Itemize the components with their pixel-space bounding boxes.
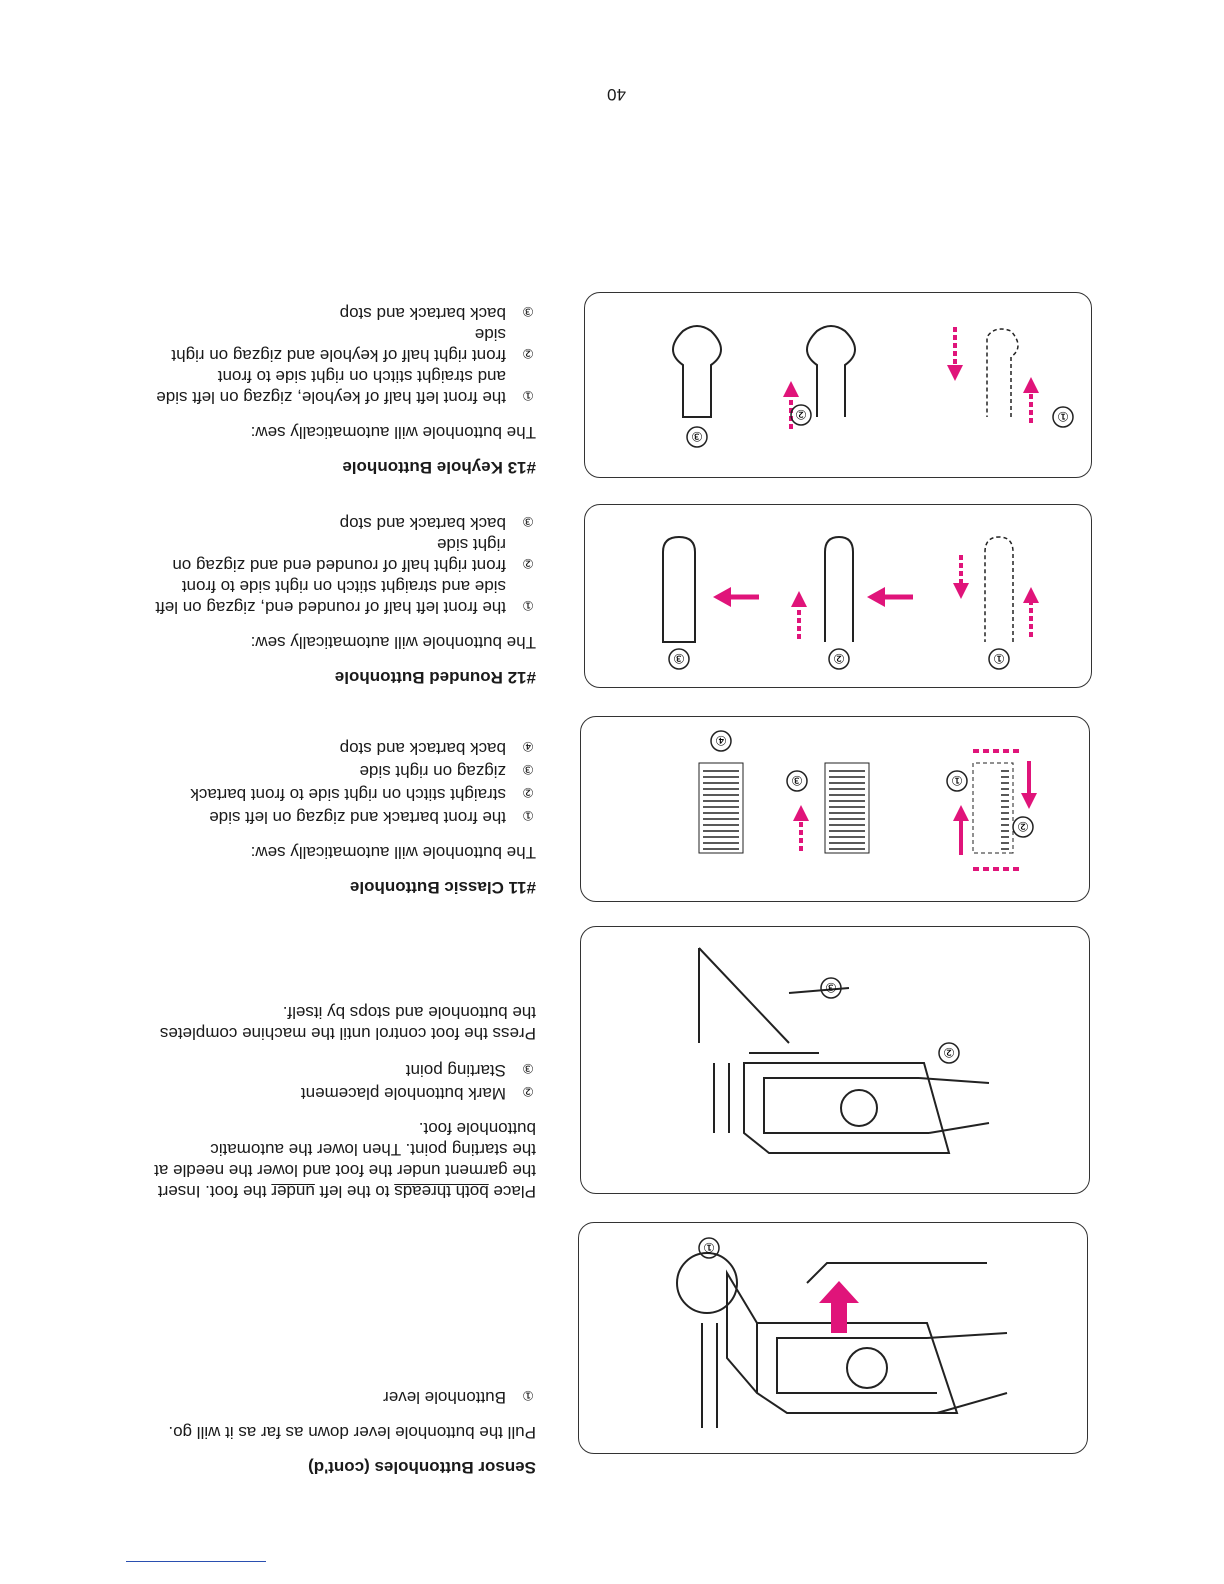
foot-slot-shape [764, 1078, 929, 1133]
classic-section [136, 736, 536, 898]
list-item [136, 1081, 536, 1104]
item-text: the front left half of rounded end, zigzag on left side and straight stitch on right side to front [155, 577, 506, 617]
item-text: the front left half of keyhole, zigzag on left side and straight stitch on right side to front [156, 367, 506, 407]
keyhole-step-2 [783, 326, 855, 429]
callout-label: ③ [673, 651, 685, 666]
keyhole-figure [584, 292, 1092, 478]
stitch-outline [663, 537, 695, 642]
lever-instruction: Pull the buttonhole lever down as far as it will go. [168, 1423, 536, 1442]
item-text: straight stitch on right side to front bartack [190, 785, 506, 804]
item-number: ① [522, 598, 534, 613]
item-number: ④ [522, 739, 534, 754]
rounded-title: #12 Rounded Buttonhole [334, 668, 536, 687]
callout-label: ② [1017, 819, 1029, 834]
item-text: Mark buttonhole placement [300, 1084, 506, 1103]
classic-stitch-diagram [581, 717, 1089, 901]
list-item [136, 366, 536, 408]
zigzag-stitch [1001, 771, 1009, 849]
callout-label: ① [951, 773, 963, 788]
callout-label: ① [993, 651, 1005, 666]
item-text: Starting point [405, 1061, 506, 1080]
item-text: back bartack and stop [339, 304, 506, 323]
keyhole-step-3 [673, 326, 721, 447]
stitch-outline [985, 537, 1013, 642]
placement-instruction: Place both threads to the left under the foot. Insert the garment under the foot and lower the needle at the starting point. Then lower the automatic buttonhole foot. [154, 1119, 536, 1201]
zigzag-stitch [829, 771, 865, 849]
keyhole-section [136, 301, 536, 478]
list-item [136, 759, 536, 782]
foot-side-shape [727, 1273, 757, 1393]
zigzag-stitch [703, 771, 739, 849]
list-item [136, 1058, 536, 1081]
item-number: ① [522, 1388, 534, 1403]
list-item [136, 576, 536, 618]
stitch-outline [673, 326, 721, 417]
stitch-outline [807, 326, 855, 417]
keyhole-intro: The buttonhole will automatically sew: [250, 423, 536, 442]
item-text: back bartack and stop [339, 514, 506, 533]
rounded-figure [584, 504, 1092, 688]
fabric-mark-lines [699, 948, 789, 1043]
placement-section [136, 1002, 536, 1202]
classic-step-1 [947, 751, 1037, 869]
item-number: ③ [522, 762, 534, 777]
arrow-right-icon [713, 587, 731, 607]
list-item [136, 511, 536, 534]
classic-title: #11 Classic Buttonhole [349, 878, 536, 897]
arrow-up-icon [1021, 793, 1037, 809]
callout-label: ① [1057, 409, 1069, 424]
foot-placement-illustration [581, 927, 1089, 1193]
rounded-stitch-diagram [585, 505, 1091, 687]
item-text: zigzag on right side [359, 762, 506, 781]
keyhole-title: #13 Keyhole Buttonhole [342, 458, 536, 477]
item-number: ③ [522, 1061, 534, 1076]
item-number: ③ [522, 514, 534, 529]
callout-label: ③ [825, 980, 837, 995]
rounded-intro: The buttonhole will automatically sew: [250, 633, 536, 652]
lever-shape [807, 1263, 987, 1283]
lever-figure [578, 1222, 1088, 1454]
buttonhole-foot-illustration [579, 1223, 1087, 1453]
callout-label: ③ [691, 429, 703, 444]
item-text: the front bartack and zigzag on left side [209, 808, 506, 827]
classic-step-3 [787, 763, 869, 853]
item-text: back bartack and stop [339, 739, 506, 758]
arrow-down-icon [783, 381, 799, 397]
foot-body-shape [744, 1063, 949, 1153]
page-heading: Sensor Buttonholes (cont'd) [308, 1458, 536, 1477]
rounded-step-1 [953, 537, 1039, 669]
classic-figure [580, 716, 1090, 902]
classic-intro: The buttonhole will automatically sew: [250, 843, 536, 862]
list-item [136, 301, 536, 324]
arrow-up-icon [947, 365, 963, 381]
item-number: ② [522, 785, 534, 800]
needle-bar-shape [714, 1063, 729, 1133]
callout-label: ② [943, 1045, 955, 1060]
list-item [136, 1385, 536, 1408]
needle-bar-shape [702, 1323, 717, 1428]
button-holder-shape [841, 1090, 877, 1126]
callout-label: ② [833, 651, 845, 666]
rounded-section [136, 511, 536, 688]
placement-after-text: Press the foot control until the machine completes the buttonhole and stops by itself. [159, 1003, 536, 1043]
rounded-step-3 [663, 537, 695, 669]
list-item [136, 736, 536, 759]
arrow-down-icon [1023, 377, 1039, 393]
stitch-outline [825, 537, 853, 642]
item-text: front right half of rounded end and zigzag on right side [172, 535, 506, 575]
list-item [136, 782, 536, 805]
foot-body-shape [757, 1323, 957, 1413]
footer-rule [126, 1561, 266, 1562]
callout-label: ② [795, 407, 807, 422]
arrow-up-icon [819, 1281, 859, 1333]
arrow-down-icon [793, 805, 809, 821]
guide-lines [927, 1333, 1007, 1413]
arrow-down-icon [1023, 587, 1039, 603]
callout-label: ③ [791, 773, 803, 788]
item-number: ② [522, 556, 534, 571]
keyhole-stitch-diagram [585, 293, 1091, 477]
callout-label: ① [703, 1240, 715, 1255]
item-text: Buttonhole lever [383, 1388, 506, 1407]
arrow-down-icon [953, 805, 969, 821]
item-number: ① [522, 388, 534, 403]
lever-section [136, 1385, 536, 1478]
placement-figure [580, 926, 1090, 1194]
keyhole-step-1 [947, 327, 1073, 427]
rounded-step-2 [791, 537, 853, 669]
item-number: ② [522, 1084, 534, 1099]
classic-step-4 [699, 731, 743, 853]
list-item [136, 324, 536, 366]
arrow-down-icon [791, 591, 807, 607]
list-item [136, 805, 536, 828]
item-number: ② [522, 346, 534, 361]
stitch-outline [987, 329, 1018, 417]
button-holder-shape [847, 1348, 887, 1388]
arrow-right-icon [867, 587, 885, 607]
arrow-up-icon [953, 583, 969, 599]
item-text: front right half of keyhole and zigzag on right side [171, 325, 506, 365]
item-number: ① [522, 808, 534, 823]
item-number: ③ [522, 304, 534, 319]
callout-label: ④ [715, 733, 727, 748]
page-number: 40 [607, 85, 626, 104]
list-item [136, 534, 536, 576]
